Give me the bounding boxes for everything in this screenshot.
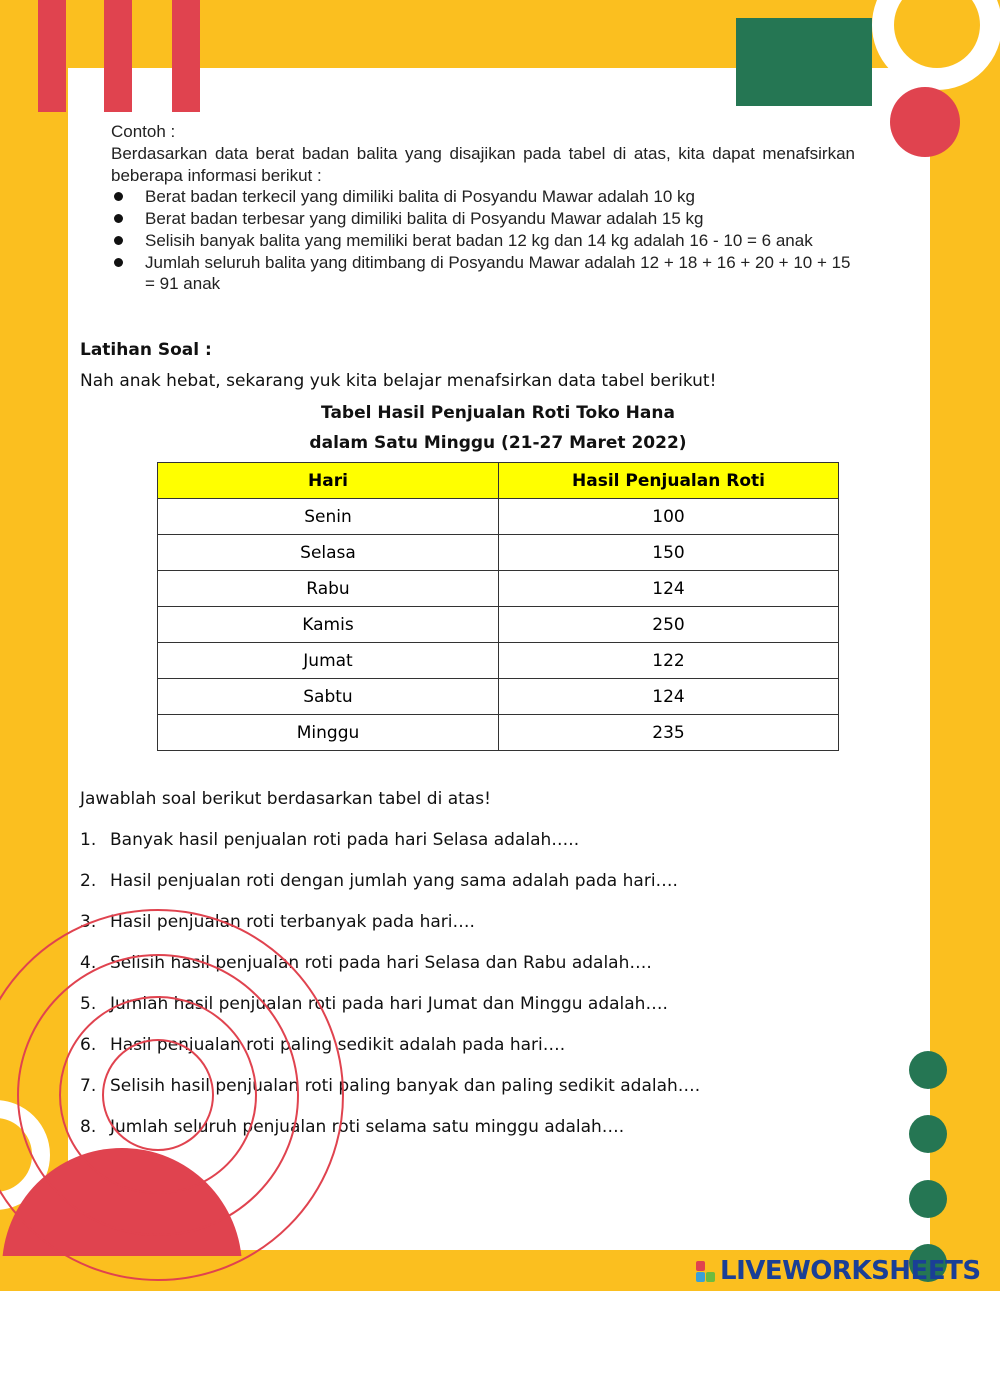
table-row (158, 679, 839, 715)
decor-green-dot (909, 1115, 947, 1153)
question-item (80, 912, 475, 932)
question-number: 5. (80, 994, 97, 1014)
cell-value: 235 (499, 715, 839, 751)
question-text: Hasil penjualan roti dengan jumlah yang sama adalah pada hari…. (110, 871, 678, 891)
cell-value: 150 (499, 535, 839, 571)
question-text: Selisih hasil penjualan roti pada hari Selasa dan Rabu adalah…. (110, 953, 652, 973)
question-text: Selisih hasil penjualan roti paling banyak dan paling sedikit adalah…. (110, 1076, 701, 1096)
example-heading: Contoh : (111, 122, 176, 141)
question-number: 6. (80, 1035, 97, 1055)
table-header-row (158, 463, 839, 499)
question-item (80, 953, 652, 973)
cell-day: Senin (158, 499, 499, 535)
cell-day: Jumat (158, 643, 499, 679)
table-title-line1: Tabel Hasil Penjualan Roti Toko Hana (321, 403, 675, 423)
cell-day: Kamis (158, 607, 499, 643)
table-row (158, 643, 839, 679)
frame-right (930, 0, 1000, 1291)
cell-value: 100 (499, 499, 839, 535)
cell-value: 122 (499, 643, 839, 679)
question-item (80, 1117, 624, 1137)
table-row (158, 571, 839, 607)
question-item (80, 830, 579, 850)
column-header-sales: Hasil Penjualan Roti (499, 463, 839, 499)
table-row (158, 607, 839, 643)
example-bullet-list (111, 186, 855, 295)
question-number: 2. (80, 871, 97, 891)
decor-red-bar (38, 0, 66, 112)
cell-value: 124 (499, 679, 839, 715)
question-number: 4. (80, 953, 97, 973)
question-item (80, 994, 668, 1014)
question-item (80, 1076, 700, 1096)
cell-value: 250 (499, 607, 839, 643)
decor-red-bar (172, 0, 200, 112)
question-item (80, 1035, 565, 1055)
question-text: Jumlah seluruh penjualan roti selama satu minggu adalah…. (110, 1117, 625, 1137)
question-text: Hasil penjualan roti terbanyak pada hari…. (110, 912, 475, 932)
cell-day: Rabu (158, 571, 499, 607)
question-number: 7. (80, 1076, 97, 1096)
question-text: Hasil penjualan roti paling sedikit adalah pada hari…. (110, 1035, 566, 1055)
question-text: Banyak hasil penjualan roti pada hari Selasa adalah….. (110, 830, 580, 850)
question-item (80, 871, 678, 891)
cell-day: Sabtu (158, 679, 499, 715)
decor-green-dot (909, 1051, 947, 1089)
question-number: 3. (80, 912, 97, 932)
example-section (111, 121, 855, 295)
watermark-text: LIVEWORKSHEETS (720, 1256, 981, 1286)
decor-green-block (736, 18, 872, 106)
question-number: 8. (80, 1117, 97, 1137)
table-row (158, 499, 839, 535)
list-item: Jumlah seluruh balita yang ditimbang di Posyandu Mawar adalah 12 + 18 + 16 + 20 + 10 + 15 = 91 anak (111, 252, 855, 296)
decor-red-bar (104, 0, 132, 112)
example-intro: Berdasarkan data berat badan balita yang disajikan pada tabel di atas, kita dapat menafsirkan beberapa informasi berikut : (111, 143, 855, 185)
table-row (158, 535, 839, 571)
table-row (158, 715, 839, 751)
cell-day: Selasa (158, 535, 499, 571)
cell-day: Minggu (158, 715, 499, 751)
frame-left (0, 0, 68, 1291)
cell-value: 124 (499, 571, 839, 607)
question-number: 1. (80, 830, 97, 850)
latihan-title: Latihan Soal : (80, 340, 212, 360)
decor-red-circle (890, 87, 960, 157)
column-header-day: Hari (158, 463, 499, 499)
liveworksheets-logo-icon (696, 1261, 716, 1283)
list-item: Berat badan terbesar yang dimiliki balita di Posyandu Mawar adalah 15 kg (111, 208, 855, 230)
decor-green-dot (909, 1180, 947, 1218)
sales-table (157, 462, 839, 751)
list-item: Selisih banyak balita yang memiliki berat badan 12 kg dan 14 kg adalah 16 - 10 = 6 anak (111, 230, 855, 252)
liveworksheets-watermark (696, 1256, 981, 1286)
question-text: Jumlah hasil penjualan roti pada hari Jumat dan Minggu adalah…. (110, 994, 668, 1014)
list-item: Berat badan terkecil yang dimiliki balita di Posyandu Mawar adalah 10 kg (111, 186, 855, 208)
latihan-intro: Nah anak hebat, sekarang yuk kita belajar menafsirkan data tabel berikut! (80, 371, 717, 391)
table-title-line2: dalam Satu Minggu (21-27 Maret 2022) (309, 433, 687, 453)
questions-instruction: Jawablah soal berikut berdasarkan tabel di atas! (80, 789, 491, 809)
